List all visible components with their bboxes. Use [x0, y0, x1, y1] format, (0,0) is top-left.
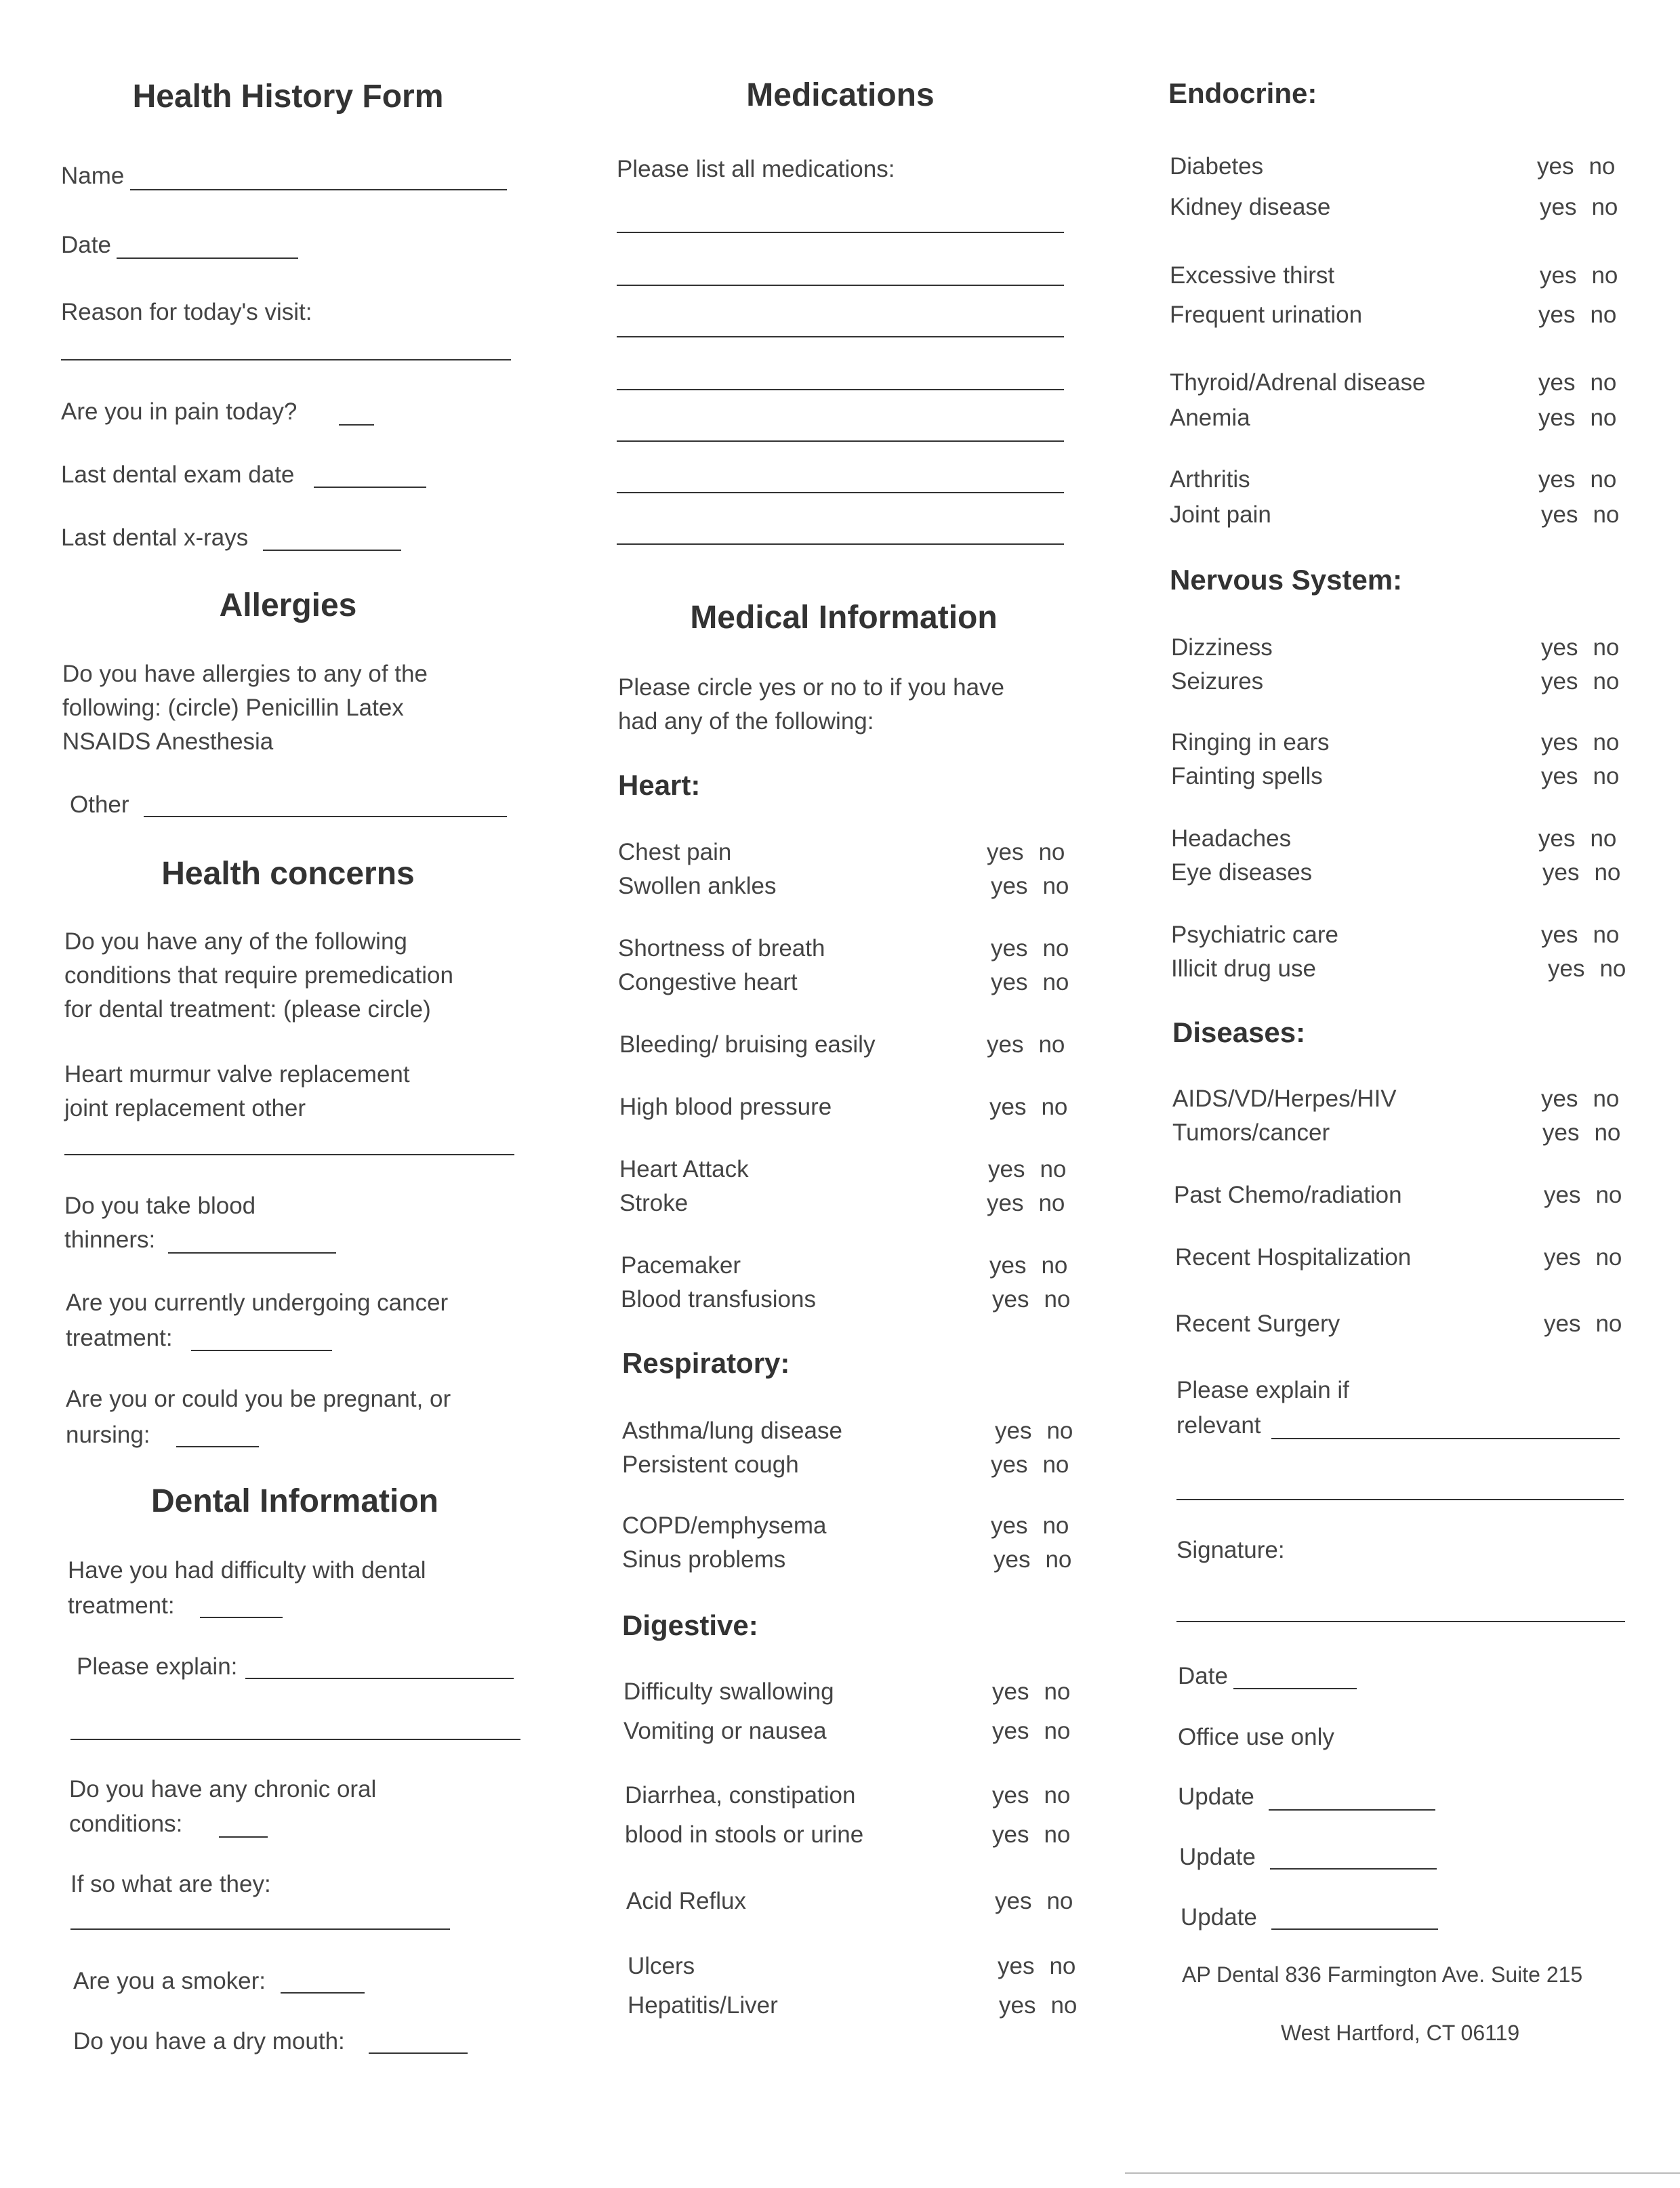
yes-no-choice[interactable]	[989, 1251, 1082, 1281]
no-option[interactable]: no	[1046, 1418, 1073, 1444]
digestive-item: Ulcers	[628, 1953, 695, 1979]
smoker-label: Are you a smoker:	[73, 1968, 266, 1994]
form-title: Health History Form	[132, 79, 444, 115]
yes-no-choice[interactable]	[1538, 300, 1631, 330]
cancer-field[interactable]	[191, 1350, 332, 1351]
yes-option[interactable]: yes	[987, 1190, 1024, 1216]
dry-mouth-label: Do you have a dry mouth:	[73, 2028, 345, 2055]
blood-thinners-label-1: Do you take blood	[64, 1193, 256, 1219]
respiratory-item: COPD/emphysema	[622, 1512, 827, 1539]
yes-no-choice[interactable]	[1541, 762, 1634, 791]
yes-no-choice[interactable]	[999, 1991, 1092, 2021]
medication-line-2[interactable]	[617, 285, 1064, 286]
heart-heading: Heart:	[618, 769, 701, 801]
concerns-other-field[interactable]	[64, 1154, 514, 1155]
yes-option[interactable]: yes	[989, 1252, 1027, 1279]
yes-option[interactable]: yes	[991, 873, 1028, 899]
yes-no-choice[interactable]	[992, 1285, 1085, 1315]
yes-option[interactable]: yes	[1544, 1244, 1581, 1271]
yes-no-choice[interactable]	[988, 1155, 1081, 1184]
no-option[interactable]: no	[1046, 1888, 1073, 1914]
yes-no-choice[interactable]	[1542, 1118, 1635, 1148]
concerns-text-2: conditions that require premedication	[64, 962, 453, 989]
yes-option[interactable]: yes	[1544, 1310, 1581, 1337]
endocrine-item: Excessive thirst	[1170, 262, 1335, 289]
last-exam-field[interactable]	[314, 487, 426, 488]
no-option[interactable]: no	[1044, 1286, 1071, 1313]
yes-option[interactable]: yes	[1538, 825, 1576, 852]
yes-no-choice[interactable]	[1544, 1180, 1637, 1210]
yes-option[interactable]: yes	[987, 839, 1024, 865]
yes-no-choice[interactable]	[992, 1820, 1085, 1850]
health-concerns-heading: Health concerns	[161, 856, 415, 892]
yes-option[interactable]: yes	[992, 1286, 1029, 1313]
reason-field[interactable]	[61, 359, 511, 360]
heart-item: High blood pressure	[619, 1094, 832, 1120]
dental-difficulty-label-1: Have you had difficulty with dental	[68, 1557, 426, 1584]
no-option[interactable]: no	[1590, 369, 1617, 396]
explain-relevant-field-2[interactable]	[1176, 1499, 1624, 1500]
no-option[interactable]: no	[1042, 969, 1069, 995]
endocrine-item: Anemia	[1170, 405, 1250, 431]
pain-label: Are you in pain today?	[61, 398, 298, 425]
page-bottom-edge	[1125, 2172, 1680, 2174]
digestive-item: Acid Reflux	[626, 1888, 747, 1914]
diseases-item: Recent Hospitalization	[1175, 1244, 1412, 1271]
last-exam-label: Last dental exam date	[61, 461, 295, 488]
no-option[interactable]: no	[1040, 1156, 1067, 1182]
yes-option[interactable]: yes	[1541, 763, 1578, 789]
endocrine-item: Frequent urination	[1170, 302, 1363, 328]
digestive-item: Diarrhea, constipation	[625, 1782, 856, 1809]
digestive-item: Hepatitis/Liver	[628, 1992, 778, 2019]
endocrine-item: Kidney disease	[1170, 194, 1331, 220]
pain-field[interactable]	[339, 424, 374, 426]
yes-option[interactable]: yes	[1540, 262, 1577, 289]
no-option[interactable]: no	[1590, 302, 1617, 328]
yes-no-choice[interactable]	[1540, 261, 1633, 291]
yes-option[interactable]: yes	[998, 1953, 1035, 1979]
allergies-text-1: Do you have allergies to any of the	[62, 661, 428, 687]
no-option[interactable]: no	[1590, 466, 1617, 493]
yes-no-choice[interactable]	[993, 1545, 1086, 1575]
no-option[interactable]: no	[1049, 1953, 1076, 1979]
signature-date-label: Date	[1178, 1663, 1228, 1689]
yes-option[interactable]: yes	[992, 1678, 1029, 1705]
yes-option[interactable]: yes	[995, 1418, 1032, 1444]
medication-line-7[interactable]	[617, 543, 1064, 545]
medication-line-3[interactable]	[617, 336, 1064, 337]
yes-no-choice[interactable]	[1538, 465, 1631, 495]
no-option[interactable]: no	[1050, 1992, 1078, 2019]
allergies-text-2: following: (circle) Penicillin Latex	[62, 695, 404, 721]
yes-option[interactable]: yes	[1541, 668, 1578, 695]
yes-no-choice[interactable]	[991, 968, 1084, 997]
yes-option[interactable]: yes	[999, 1992, 1036, 2019]
no-option[interactable]: no	[1590, 405, 1617, 431]
last-xray-field[interactable]	[263, 550, 401, 551]
yes-option[interactable]: yes	[1544, 1182, 1581, 1208]
explain-relevant-field-1[interactable]	[1271, 1438, 1620, 1439]
yes-no-choice[interactable]	[992, 1781, 1085, 1811]
signature-date-field[interactable]	[1233, 1688, 1357, 1689]
yes-option[interactable]: yes	[991, 969, 1028, 995]
nervous-item: Ringing in ears	[1171, 729, 1330, 756]
endocrine-heading: Endocrine:	[1168, 77, 1317, 109]
chronic-label-1: Do you have any chronic oral	[69, 1776, 377, 1802]
endocrine-item: Thyroid/Adrenal disease	[1170, 369, 1426, 396]
diseases-item: Past Chemo/radiation	[1174, 1182, 1402, 1208]
what-are-they-field[interactable]	[70, 1928, 450, 1930]
yes-no-choice[interactable]	[1538, 403, 1631, 433]
yes-no-choice[interactable]	[995, 1886, 1088, 1916]
no-option[interactable]: no	[1593, 922, 1620, 948]
yes-option[interactable]: yes	[992, 1782, 1029, 1809]
no-option[interactable]: no	[1591, 194, 1618, 220]
medinfo-text-1: Please circle yes or no to if you have	[618, 674, 1005, 701]
signature-label: Signature:	[1176, 1537, 1285, 1563]
yes-no-choice[interactable]	[987, 838, 1080, 867]
yes-no-choice[interactable]	[998, 1952, 1090, 1981]
endocrine-item: Joint pain	[1170, 501, 1271, 528]
no-option[interactable]: no	[1038, 1190, 1065, 1216]
yes-option[interactable]: yes	[1538, 369, 1576, 396]
no-option[interactable]: no	[1044, 1678, 1071, 1705]
cancer-label-1: Are you currently undergoing cancer	[66, 1289, 449, 1316]
no-option[interactable]: no	[1595, 1310, 1622, 1337]
smoker-field[interactable]	[281, 1992, 365, 1994]
yes-no-choice[interactable]	[1544, 1309, 1637, 1339]
no-option[interactable]: no	[1594, 1119, 1621, 1146]
signature-field[interactable]	[1176, 1621, 1625, 1622]
diseases-item: Tumors/cancer	[1172, 1119, 1330, 1146]
heart-item: Heart Attack	[619, 1156, 749, 1182]
concerns-text-1: Do you have any of the following	[64, 928, 407, 955]
yes-option[interactable]: yes	[1540, 194, 1577, 220]
yes-option[interactable]: yes	[1541, 922, 1578, 948]
no-option[interactable]: no	[1595, 1182, 1622, 1208]
update-field[interactable]	[1271, 1928, 1438, 1930]
yes-option[interactable]: yes	[993, 1546, 1031, 1573]
no-option[interactable]: no	[1593, 1086, 1620, 1112]
digestive-item: Difficulty swallowing	[623, 1678, 834, 1705]
blood-thinners-label-2: thinners:	[64, 1226, 156, 1253]
yes-no-choice[interactable]	[1538, 368, 1631, 398]
yes-option[interactable]: yes	[991, 1512, 1028, 1539]
no-option[interactable]: no	[1593, 763, 1620, 789]
concerns-text-3: for dental treatment: (please circle)	[64, 996, 431, 1023]
respiratory-item: Asthma/lung disease	[622, 1418, 842, 1444]
blood-thinners-field[interactable]	[168, 1252, 336, 1254]
heart-item: Bleeding/ bruising easily	[619, 1031, 876, 1058]
yes-no-choice[interactable]	[1541, 667, 1634, 697]
no-option[interactable]: no	[1590, 825, 1617, 852]
yes-option[interactable]: yes	[1548, 955, 1585, 982]
yes-no-choice[interactable]	[991, 871, 1084, 901]
date-field[interactable]	[117, 257, 298, 259]
yes-no-choice[interactable]	[987, 1189, 1080, 1218]
dental-difficulty-label-2: treatment:	[68, 1592, 175, 1619]
yes-option[interactable]: yes	[991, 1451, 1028, 1478]
what-are-they-label: If so what are they:	[70, 1871, 271, 1897]
respiratory-item: Sinus problems	[622, 1546, 786, 1573]
no-option[interactable]: no	[1593, 501, 1620, 528]
respiratory-heading: Respiratory:	[622, 1347, 790, 1379]
yes-option[interactable]: yes	[1542, 1119, 1580, 1146]
chronic-label-2: conditions:	[69, 1811, 183, 1837]
date-label: Date	[61, 232, 111, 258]
no-option[interactable]: no	[1593, 729, 1620, 756]
pregnant-label-2: nursing:	[66, 1422, 150, 1448]
digestive-item: blood in stools or urine	[625, 1821, 864, 1848]
office-address-line-1: AP Dental 836 Farmington Ave. Suite 215	[1182, 1962, 1583, 1987]
no-option[interactable]: no	[1593, 634, 1620, 661]
yes-option[interactable]: yes	[989, 1094, 1027, 1120]
update-label: Update	[1178, 1783, 1254, 1810]
chronic-field[interactable]	[219, 1836, 268, 1838]
no-option[interactable]: no	[1045, 1546, 1072, 1573]
respiratory-item: Persistent cough	[622, 1451, 799, 1478]
update-field[interactable]	[1270, 1868, 1437, 1870]
yes-option[interactable]: yes	[1542, 859, 1580, 886]
update-label: Update	[1181, 1904, 1257, 1931]
heart-item: Blood transfusions	[621, 1286, 816, 1313]
no-option[interactable]: no	[1599, 955, 1626, 982]
yes-option[interactable]: yes	[992, 1718, 1029, 1744]
explain-relevant-label-2: relevant	[1176, 1412, 1261, 1439]
dental-information-heading: Dental Information	[150, 1483, 438, 1519]
heart-item: Congestive heart	[618, 969, 798, 995]
other-allergy-field[interactable]	[144, 816, 507, 817]
dry-mouth-field[interactable]	[369, 2052, 468, 2054]
concerns-options-1[interactable]: Heart murmur valve replacement	[64, 1061, 410, 1088]
nervous-item: Psychiatric care	[1171, 922, 1339, 948]
medications-heading: Medications	[746, 77, 935, 113]
yes-option[interactable]: yes	[987, 1031, 1024, 1058]
allergies-text-3: NSAIDS Anesthesia	[62, 728, 274, 755]
nervous-system-heading: Nervous System:	[1170, 564, 1403, 596]
digestive-item: Vomiting or nausea	[623, 1718, 827, 1744]
nervous-item: Dizziness	[1171, 634, 1273, 661]
no-option[interactable]: no	[1591, 262, 1618, 289]
yes-option[interactable]: yes	[988, 1156, 1025, 1182]
update-label: Update	[1179, 1844, 1256, 1870]
last-xray-label: Last dental x-rays	[61, 524, 249, 551]
yes-no-choice[interactable]	[987, 1030, 1080, 1060]
yes-no-choice[interactable]	[991, 1450, 1084, 1480]
no-option[interactable]: no	[1042, 1451, 1069, 1478]
yes-no-choice[interactable]	[1538, 824, 1631, 854]
yes-option[interactable]: yes	[1541, 729, 1578, 756]
endocrine-item: Diabetes	[1170, 153, 1264, 180]
yes-no-choice[interactable]	[1544, 1243, 1637, 1273]
medications-prompt: Please list all medications:	[617, 156, 895, 182]
digestive-heading: Digestive:	[622, 1609, 758, 1641]
no-option[interactable]: no	[1041, 1252, 1068, 1279]
yes-option[interactable]: yes	[991, 935, 1028, 962]
reason-label: Reason for today's visit:	[61, 299, 312, 325]
cancer-label-2: treatment:	[66, 1325, 173, 1351]
diseases-item: AIDS/VD/Herpes/HIV	[1172, 1086, 1397, 1112]
no-option[interactable]: no	[1038, 839, 1065, 865]
yes-no-choice[interactable]	[1541, 920, 1634, 950]
heart-item: Chest pain	[618, 839, 732, 865]
heart-item: Shortness of breath	[618, 935, 825, 962]
yes-no-choice[interactable]	[1540, 192, 1633, 222]
explain-relevant-label-1: Please explain if	[1176, 1377, 1349, 1403]
allergies-heading: Allergies	[219, 587, 357, 623]
nervous-item: Fainting spells	[1171, 763, 1323, 789]
yes-no-choice[interactable]	[992, 1716, 1085, 1746]
yes-no-choice[interactable]	[991, 1511, 1084, 1541]
nervous-item: Seizures	[1171, 668, 1264, 695]
no-option[interactable]: no	[1042, 1512, 1069, 1539]
name-field[interactable]	[130, 189, 507, 190]
yes-no-choice[interactable]	[1541, 500, 1634, 530]
concerns-options-2[interactable]: joint replacement other	[64, 1095, 306, 1121]
dental-difficulty-field[interactable]	[200, 1617, 283, 1618]
yes-no-choice[interactable]	[1541, 1084, 1634, 1114]
yes-option[interactable]: yes	[1538, 466, 1576, 493]
no-option[interactable]: no	[1044, 1782, 1071, 1809]
diseases-item: Recent Surgery	[1175, 1310, 1340, 1337]
yes-no-choice[interactable]	[1548, 954, 1641, 984]
yes-option[interactable]: yes	[995, 1888, 1032, 1914]
medication-line-1[interactable]	[617, 232, 1064, 233]
pregnant-field[interactable]	[176, 1446, 259, 1447]
medinfo-text-2: had any of the following:	[618, 708, 874, 735]
name-label: Name	[61, 163, 125, 189]
yes-no-choice[interactable]	[1541, 633, 1634, 663]
office-use-label: Office use only	[1178, 1724, 1334, 1750]
yes-no-choice[interactable]	[1541, 728, 1634, 758]
update-field[interactable]	[1269, 1809, 1435, 1811]
no-option[interactable]: no	[1593, 668, 1620, 695]
no-option[interactable]: no	[1595, 1244, 1622, 1271]
other-allergy-label: Other	[70, 791, 129, 818]
medication-line-5[interactable]	[617, 440, 1064, 442]
yes-no-choice[interactable]	[1537, 152, 1630, 182]
yes-option[interactable]: yes	[1541, 501, 1578, 528]
yes-option[interactable]: yes	[1538, 405, 1576, 431]
medication-line-4[interactable]	[617, 389, 1064, 390]
no-option[interactable]: no	[1041, 1094, 1068, 1120]
yes-option[interactable]: yes	[1538, 302, 1576, 328]
yes-no-choice[interactable]	[995, 1416, 1088, 1446]
yes-no-choice[interactable]	[991, 934, 1084, 964]
no-option[interactable]: no	[1589, 153, 1616, 180]
yes-option[interactable]: yes	[1541, 634, 1578, 661]
medication-line-6[interactable]	[617, 492, 1064, 493]
please-explain-field-1[interactable]	[245, 1678, 514, 1679]
medical-information-heading: Medical Information	[690, 600, 998, 636]
no-option[interactable]: no	[1042, 873, 1069, 899]
yes-option[interactable]: yes	[1541, 1086, 1578, 1112]
please-explain-label: Please explain:	[77, 1653, 238, 1680]
no-option[interactable]: no	[1044, 1718, 1071, 1744]
pregnant-label-1: Are you or could you be pregnant, or	[66, 1386, 451, 1412]
heart-item: Stroke	[619, 1190, 689, 1216]
yes-no-choice[interactable]	[989, 1092, 1082, 1122]
yes-option[interactable]: yes	[1537, 153, 1574, 180]
nervous-item: Eye diseases	[1171, 859, 1313, 886]
yes-no-choice[interactable]	[1542, 858, 1635, 888]
please-explain-field-2[interactable]	[70, 1739, 520, 1740]
heart-item: Swollen ankles	[618, 873, 777, 899]
no-option[interactable]: no	[1038, 1031, 1065, 1058]
endocrine-item: Arthritis	[1170, 466, 1250, 493]
no-option[interactable]: no	[1042, 935, 1069, 962]
office-address-line-2: West Hartford, CT 06119	[1281, 2021, 1520, 2045]
nervous-item: Headaches	[1171, 825, 1292, 852]
nervous-item: Illicit drug use	[1171, 955, 1316, 982]
heart-item: Pacemaker	[621, 1252, 741, 1279]
yes-option[interactable]: yes	[992, 1821, 1029, 1848]
yes-no-choice[interactable]	[992, 1677, 1085, 1707]
no-option[interactable]: no	[1594, 859, 1621, 886]
diseases-heading: Diseases:	[1172, 1016, 1306, 1048]
no-option[interactable]: no	[1044, 1821, 1071, 1848]
